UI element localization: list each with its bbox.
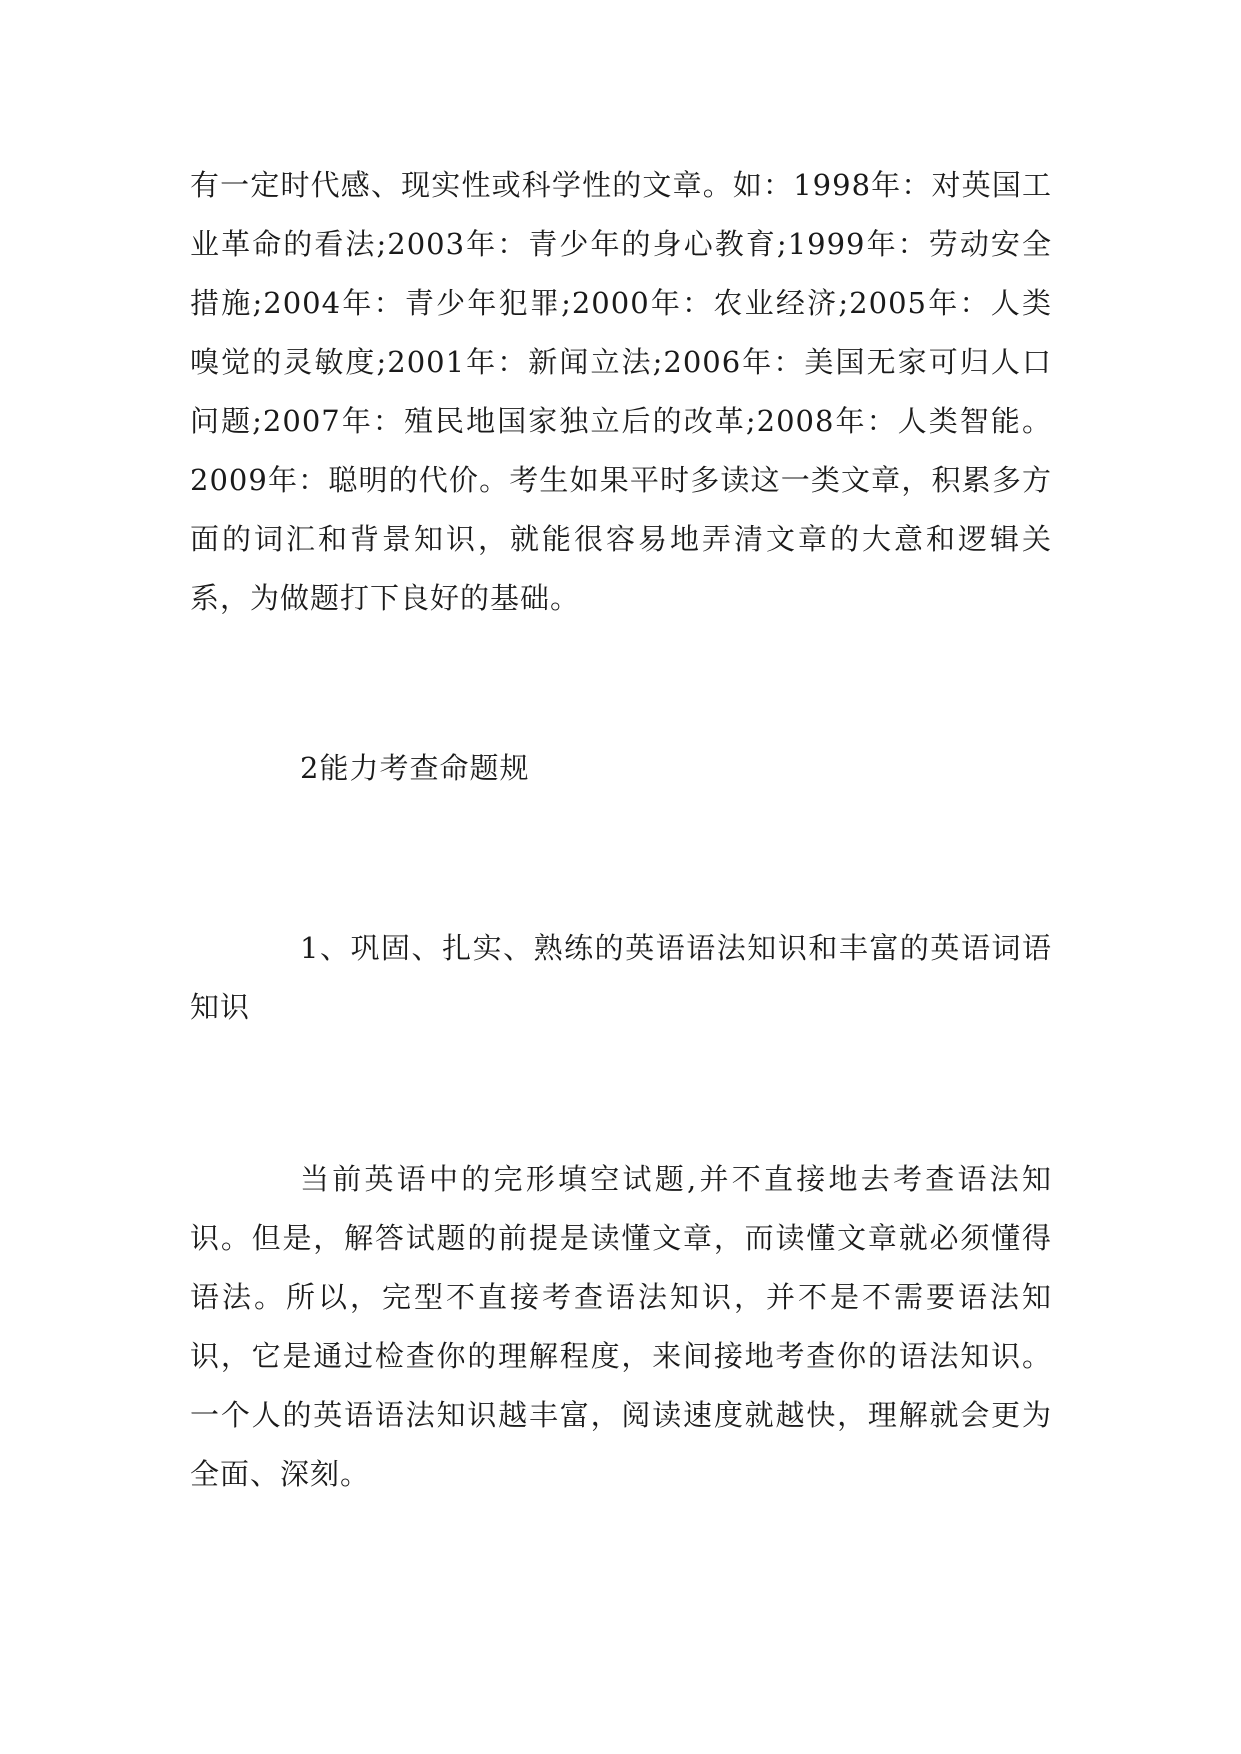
section-heading-ability bbox=[190, 739, 1052, 798]
paragraph-text: 当前英语中的完形填空试题,并不直接地去考查语法知识。但是，解答试题的前提是读懂文章，而读懂文章就必须懂得语法。所以，完型不直接考查语法知识，并不是不需要语法知识，它是通过检查你的理解程度，来间接地考查你的语法知识。一个人的英语语法知识越丰富，阅读速度就越快，理解就会更为全面、深刻。 bbox=[190, 1162, 1052, 1491]
heading-text: 1、巩固、扎实、熟练的英语语法知识和丰富的英语词语知识 bbox=[190, 931, 1052, 1024]
paragraph-text: 有一定时代感、现实性或科学性的文章。如：1998年：对英国工业革命的看法;2003年：青少年的身心教育;1999年：劳动安全措施;2004年：青少年犯罪;2000年：农业经济;2005年：人类嗅觉的灵敏度;2001年：新闻立法;2006年：美国无家可归人口问题;2007年：殖民地国家独立后的改革;2008年：人类智能。2009年：聪明的代价。考生如果平时多读这一类文章，积累多方面的词汇和背景知识，就能很容易地弄清文章的大意和逻辑关系，为做题打下良好的基础。 bbox=[190, 168, 1052, 615]
paragraph-cloze-grammar bbox=[190, 1150, 1052, 1504]
subsection-heading-grammar bbox=[190, 919, 1052, 1037]
paragraph-article-topics bbox=[190, 156, 1052, 628]
heading-text: 2能力考查命题规 bbox=[300, 751, 530, 785]
